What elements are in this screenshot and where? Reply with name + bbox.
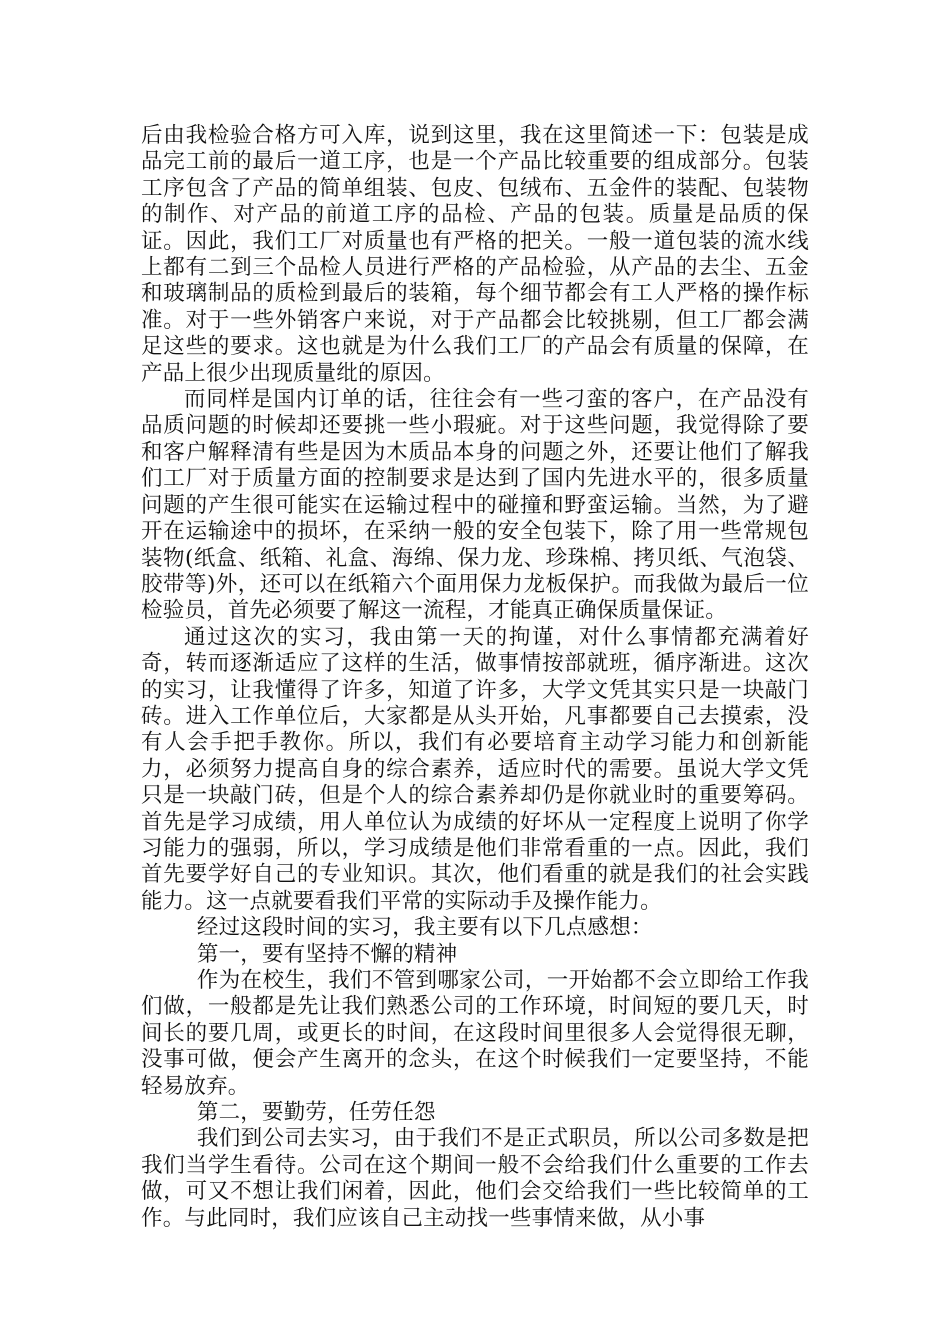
- paragraph-domestic-orders: 而同样是国内订单的话，往往会有一些刁蛮的客户，在产品没有品质问题的时候却还要挑一些小瑕疵。对于这些问题，我觉得除了要和客户解释清有些是因为木质品本身的问题之外，还要让他们了解我们工厂对于质量方面的控制要求是达到了国内先进水平的，很多质量问题的产生很可能实在运输过程中的碰撞和野蛮运输。当然，为了避开在运输途中的损坏，在采纳一般的安全包装下，除了用一些常规包装物(纸盒、纸箱、礼盒、海绵、保力龙、珍珠棉、拷贝纸、气泡袋、胶带等)外，还可以在纸箱六个面用保力龙板保护。而我做为最后一位检验员，首先必须要了解这一流程，才能真正确保质量保证。: [141, 387, 809, 624]
- paragraph-packaging: 后由我检验合格方可入库，说到这里，我在这里简述一下：包装是成品完工前的最后一道工序，也是一个产品比较重要的组成部分。包装工序包含了产品的简单组装、包皮、包绒布、五金件的装配、包装物的制作、对产品的前道工序的品检、产品的包装。质量是品质的保证。因此，我们工厂对质量也有严格的把关。一般一道包装的流水线上都有二到三个品检人员进行严格的产品检验，从产品的去尘、五金和玻璃制品的质检到最后的装箱，每个细节都会有工人严格的操作标准。对于一些外销客户来说，对于产品都会比较挑剔，但工厂都会满足这些的要求。这也就是为什么我们工厂的产品会有质量的保障，在产品上很少出现质量纰的原因。: [141, 123, 809, 386]
- heading-point-one: 第一，要有坚持不懈的精神: [196, 941, 458, 967]
- paragraph-point-one: 作为在校生，我们不管到哪家公司，一开始都不会立即给工作我们做，一般都是先让我们熟悉公司的工作环境，时间短的要几天，时间长的要几周，或更长的时间，在这段时间里很多人会觉得很无聊，没事可做，便会产生离开的念头，在这个时候我们一定要坚持，不能轻易放弃。: [141, 968, 809, 1099]
- document-body: [141, 123, 809, 1232]
- heading-point-two: 第二，要勤劳，任劳任怨: [196, 1100, 436, 1126]
- paragraph-takeaways-intro: 经过这段时间的实习，我主要有以下几点感想：: [196, 915, 653, 941]
- paragraph-internship-reflection: 通过这次的实习，我由第一天的拘谨，对什么事情都充满着好奇，转而逐渐适应了这样的生活，做事情按部就班，循序渐进。这次的实习，让我懂得了许多，知道了许多，大学文凭其实只是一块敲门砖。进入工作单位后，大家都是从头开始，凡事都要自己去摸索，没有人会手把手教你。所以，我们有必要培育主动学习能力和创新能力，必须努力提高自身的综合素养，适应时代的需要。虽说大学文凭只是一块敲门砖，但是个人的综合素养却仍是你就业时的重要筹码。首先是学习成绩，用人单位认为成绩的好坏从一定程度上说明了你学习能力的强弱，所以，学习成绩是他们非常看重的一点。因此，我们首先要学好自己的专业知识。其次，他们看重的就是我们的社会实践能力。这一点就要看我们平常的实际动手及操作能力。: [141, 624, 809, 914]
- paragraph-point-two: 我们到公司去实习，由于我们不是正式职员，所以公司多数是把我们当学生看待。公司在这个期间一般不会给我们什么重要的工作去做，可又不想让我们闲着，因此，他们会交给我们一些比较简单的工作。与此同时，我们应该自己主动找一些事情来做，从小事: [141, 1126, 809, 1231]
